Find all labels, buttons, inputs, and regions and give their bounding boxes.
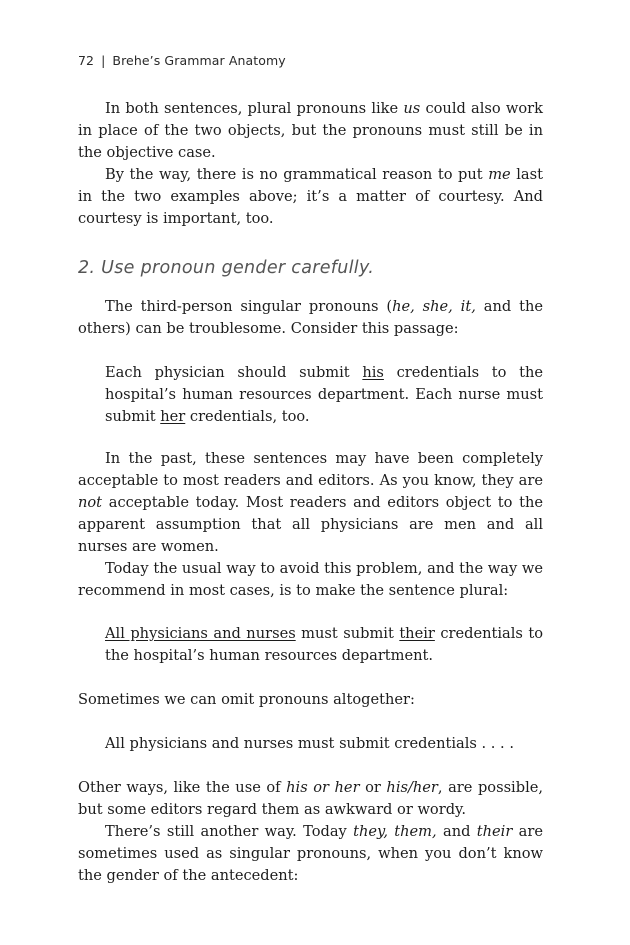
example-passage-plural: All physicians and nurses must submit their credentials to the hospital’s human resources department. [105,625,544,664]
emphasis-me: me [488,166,511,183]
paragraph-usual-way: Today the usual way to avoid this problem, and the way we recommend in most cases, is to make the sentence plural: [78,560,543,599]
section-body [78,296,543,887]
running-header [78,53,286,68]
book-title: Brehe’s Grammar Anatomy [112,53,286,68]
emphasis-his-her: his/her [386,779,438,796]
paragraph-plural-pronouns: In both sentences, plural pronouns like us could also work in place of the two objects, but the pronouns must still be in the objective case. [78,100,543,161]
underline-all-physicians: All physicians and nurses [105,625,296,642]
paragraph-other-ways: Other ways, like the use of his or her or his/her, are possible, but some editors regard them as awkward or wordy. [78,779,544,818]
paragraph-singular-they: There’s still another way. Today they, them, and their are sometimes used as singular pronouns, when you don’t know the gender of the antecedent: [78,823,543,884]
example-passage-omitted: All physicians and nurses must submit credentials . . . . [105,735,514,752]
section-heading: 2. Use pronoun gender carefully. [78,258,375,278]
example-passage-gendered: Each physician should submit his credentials to the hospital’s human resources department. Each nurse must submit her credentials, too. [105,364,543,425]
paragraph-third-person: The third-person singular pronouns (he, she, it, and the others) can be troublesome. Consider this passage: [78,298,543,337]
underline-his: his [362,364,384,381]
underline-their: their [399,625,435,642]
paragraph-in-the-past: In the past, these sentences may have been completely acceptable to most readers and editors. As you know, they are not acceptable today. Most readers and editors object to the apparent assumption that all physicians are men and all nurses are women. [78,450,543,555]
emphasis-pronouns: he, she, it, [392,298,476,315]
header-separator: | [101,53,106,68]
emphasis-us: us [403,100,421,117]
paragraph-courtesy: By the way, there is no grammatical reason to put me last in the two examples above; it’s a matter of courtesy. And courtesy is important, too. [78,166,543,227]
opening-paragraphs [78,98,543,230]
paragraph-omit-pronouns: Sometimes we can omit pronouns altogether: [78,691,415,708]
page-number: 72 [78,53,95,68]
emphasis-they-them: they, them, [353,823,437,840]
underline-her: her [160,408,186,425]
emphasis-his-or-her: his or her [286,779,360,796]
emphasis-not: not [78,494,103,511]
emphasis-their: their [476,823,513,840]
